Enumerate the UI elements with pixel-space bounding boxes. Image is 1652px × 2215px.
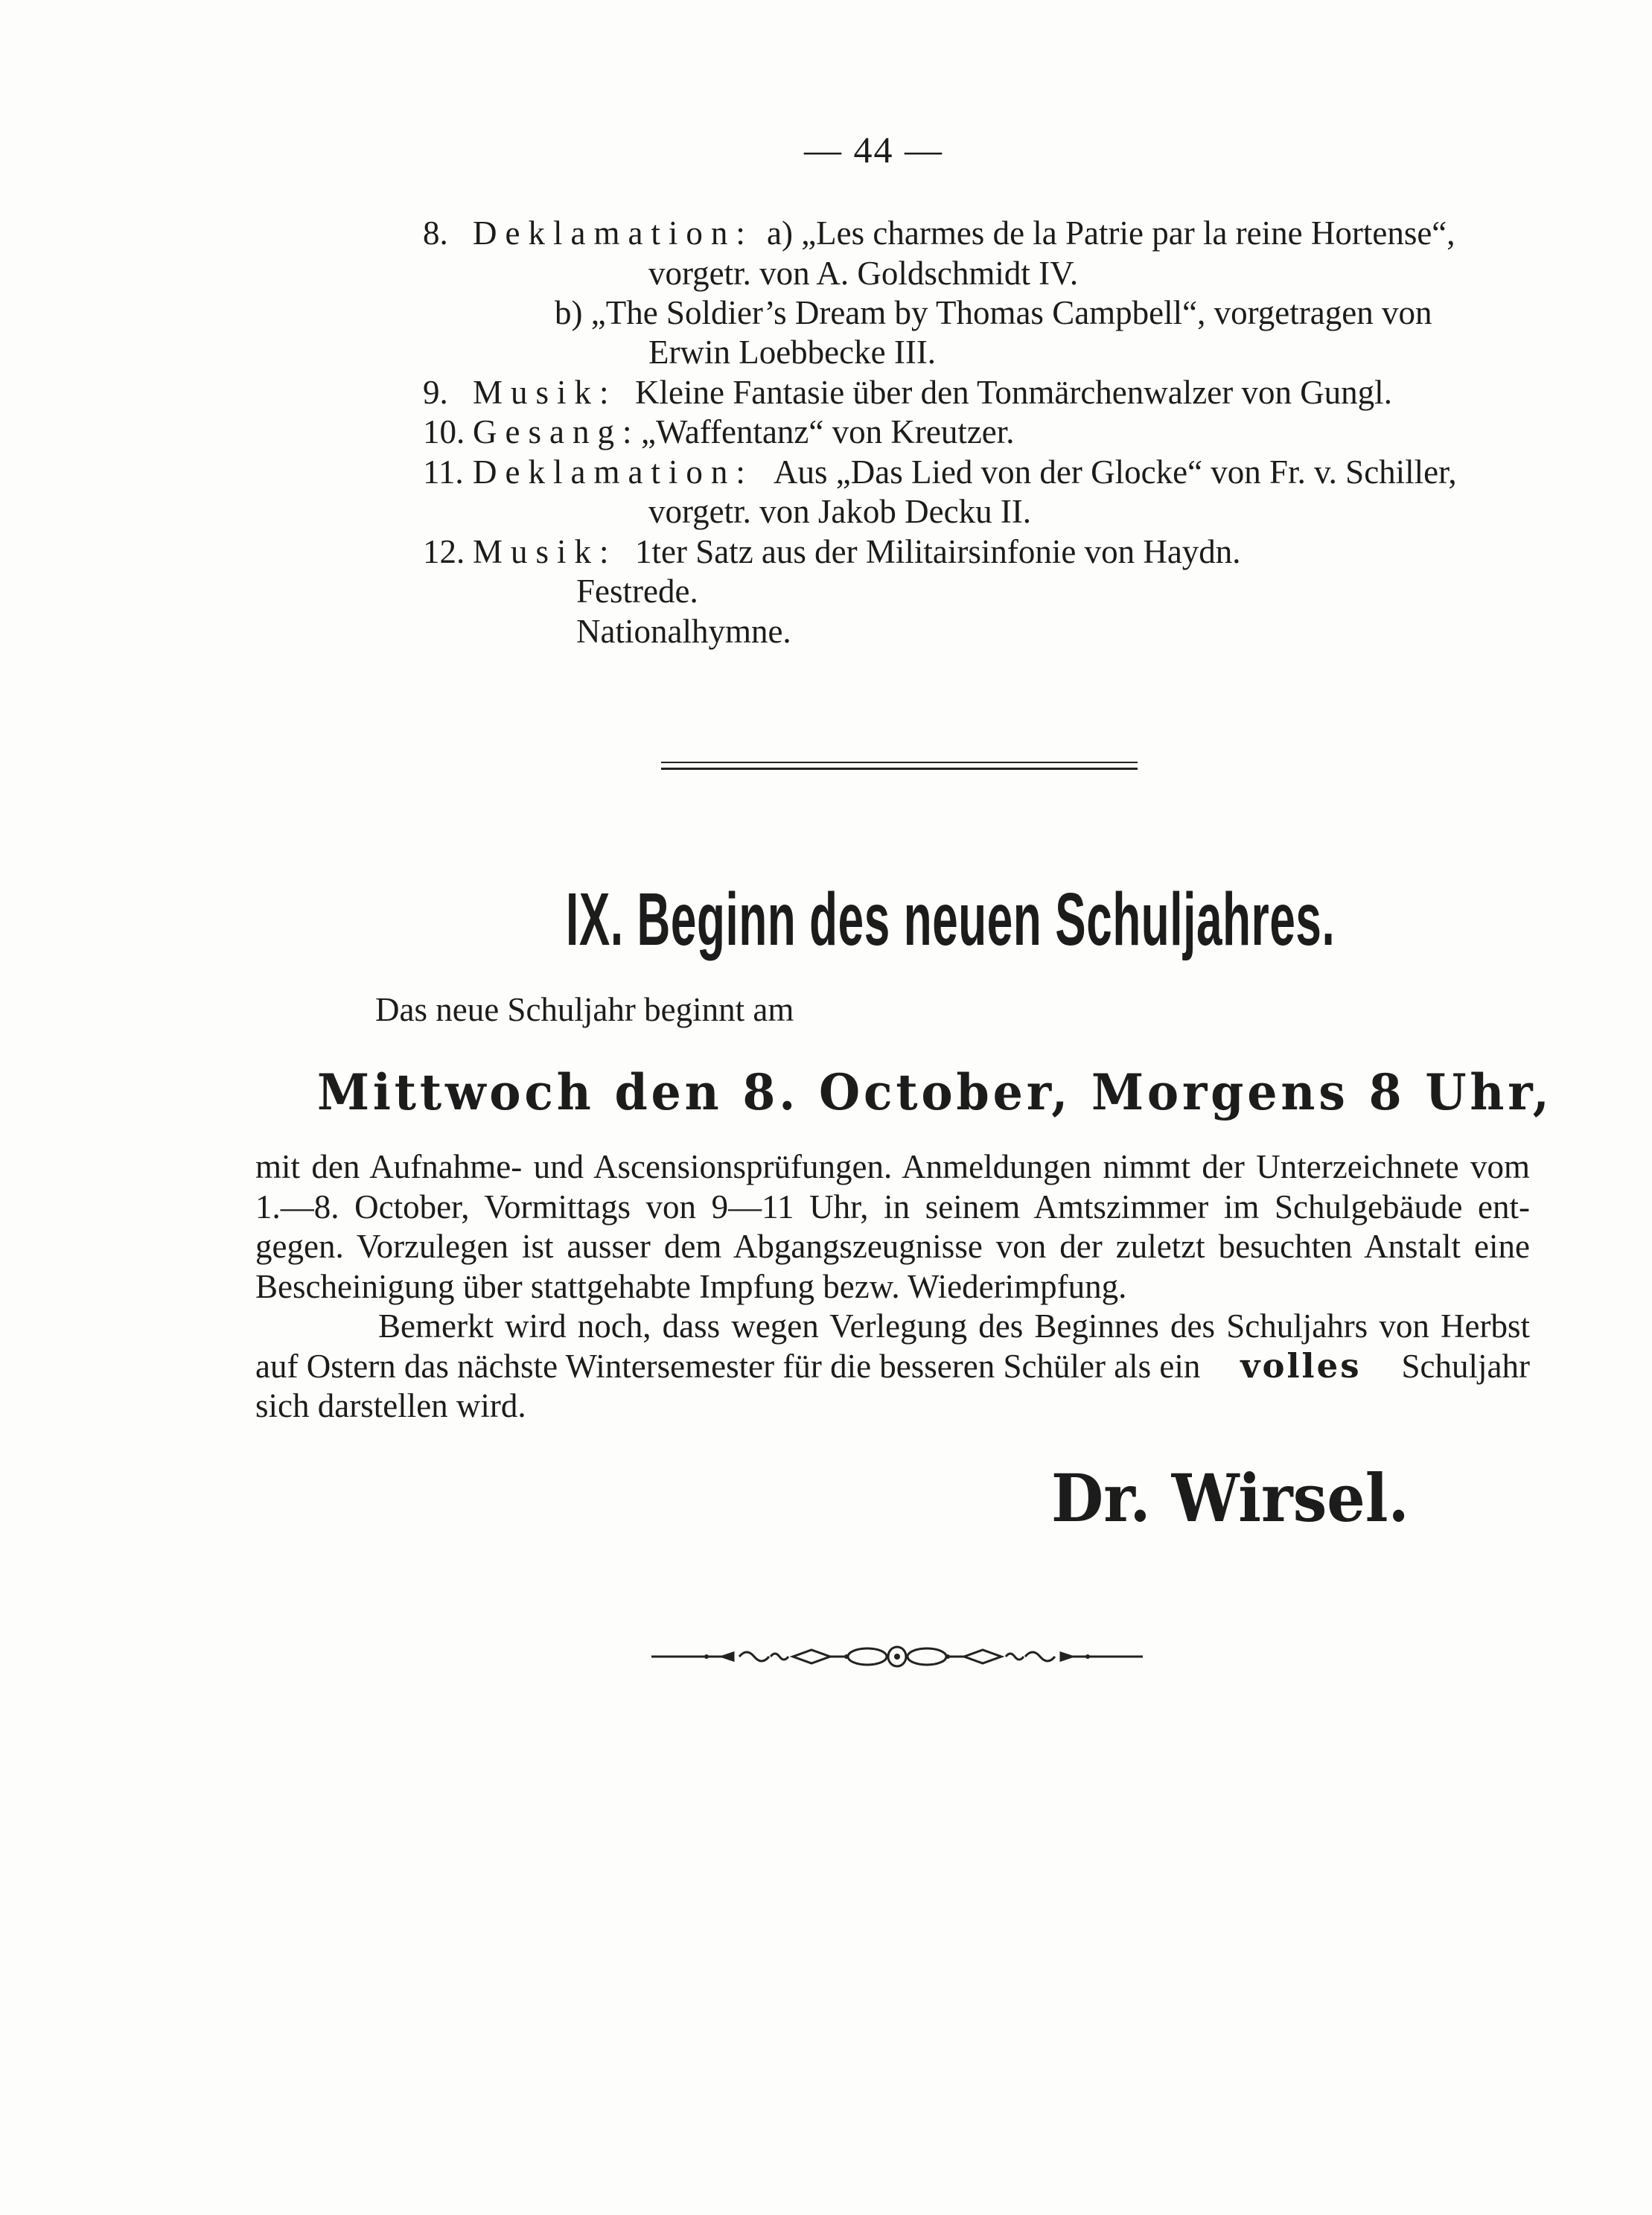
line-text-after: Schuljahr: [1401, 1348, 1530, 1385]
item-title: Gesang:: [473, 413, 640, 450]
ornament-divider: [651, 1638, 1143, 1675]
paragraph-line: sich darstellen wird.: [255, 1387, 526, 1424]
item-text: b) „The Soldier’s Dream by Thomas Campbell“, vorgetragen von: [555, 294, 1432, 331]
nationalhymne: Nationalhymne.: [576, 613, 791, 650]
paragraph-line: gegen. Vorzulegen ist ausser dem Abgangszeugnisse von der zuletzt besuchten Anstalt eine: [255, 1228, 1530, 1265]
page-number: — 44 —: [804, 129, 943, 170]
paragraph-line: Bemerkt wird noch, dass wegen Verlegung des Beginnes des Schuljahrs von Herbst: [378, 1307, 1530, 1345]
paragraph-line: Bescheinigung über stattgehabte Impfung bezw. Wiederimpfung.: [255, 1268, 1127, 1305]
item-number: 11.: [423, 453, 464, 491]
festrede: Festrede.: [576, 573, 698, 610]
item-number: 9.: [423, 374, 448, 411]
date-line: Mittwoch den 8. October, Morgens 8 Uhr,: [317, 1063, 1553, 1121]
item-title: Musik:: [473, 374, 617, 411]
signature: Dr. Wirsel.: [1051, 1459, 1409, 1537]
item-number: 8.: [423, 214, 448, 252]
item-title: Deklamation:: [473, 453, 753, 491]
item-continuation: Erwin Loebbecke III.: [648, 334, 937, 371]
paragraph-line: [255, 1346, 1530, 1386]
item-continuation: vorgetr. von A. Goldschmidt IV.: [648, 255, 1079, 292]
item-text: „Waffentanz“ von Kreutzer.: [641, 413, 1015, 450]
section-heading: IX. Beginn des neuen Schuljahres.: [566, 878, 1336, 961]
emphasized-word: volles: [1240, 1346, 1362, 1386]
item-number: 12.: [423, 533, 465, 570]
line-text-before: auf Ostern das nächste Wintersemester für die besseren Schüler als ein: [255, 1348, 1201, 1385]
paragraph-line: mit den Aufnahme- und Ascensionsprüfungen. Anmeldungen nimmt der Unterzeichnete vom: [255, 1148, 1530, 1185]
item-number: 10.: [423, 413, 465, 450]
item-text: Kleine Fantasie über den Tonmärchenwalzer von Gungl.: [635, 374, 1392, 411]
item-text: Aus „Das Lied von der Glocke“ von Fr. v. Schiller,: [774, 453, 1457, 491]
paragraph-line: 1.—8. October, Vormittags von 9—11 Uhr, in seinem Amtszimmer im Schulgebäude ent-: [255, 1188, 1530, 1226]
item-continuation: vorgetr. von Jakob Decku II.: [648, 493, 1032, 530]
item-text: a) „Les charmes de la Patrie par la reine Hortense“,: [767, 214, 1455, 252]
item-title: Deklamation:: [473, 214, 753, 252]
item-text: 1ter Satz aus der Militairsinfonie von Haydn.: [635, 533, 1241, 570]
item-title: Musik:: [473, 533, 617, 570]
intro-line: Das neue Schuljahr beginnt am: [375, 991, 794, 1028]
